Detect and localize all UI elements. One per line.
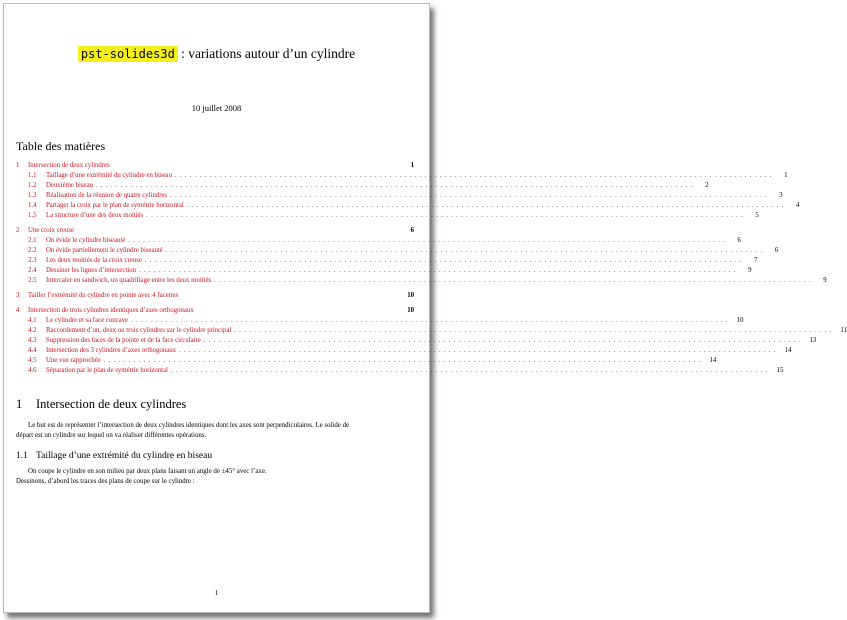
- section-heading: [16, 397, 186, 412]
- toc-entry-title[interactable]: Intersection des 3 cylindres d’axes orthogonaux: [46, 347, 177, 354]
- toc-entry-title[interactable]: Taillage d’une extrémité du cylindre en biseau: [46, 172, 172, 179]
- section-paragraph-cont: [16, 431, 414, 441]
- toc-entry-number: 2.2: [28, 247, 37, 254]
- toc-entry-title[interactable]: Raccordement d’un, deux ou trois cylindres sur le cylindre principal: [46, 327, 232, 334]
- toc-leader-dots: . . . . . . . . . . . . . . . . . . . . . . . . . . . . . . . . . . . . . . . . . . . . . . . . . . . . . . . . . . . . . . . . . . . . . . . . . . . . . . . . . . . . . . . . . . . . . . . . . . . . . . . . . . . . . . . . . . . . . . . .: [214, 278, 812, 284]
- toc-entry-number: 1.4: [28, 202, 37, 209]
- document-title: [4, 46, 429, 62]
- toc-entry-title[interactable]: On évide le cylindre biseauté: [46, 237, 126, 244]
- toc-subsection-entry[interactable]: [16, 326, 847, 336]
- subsection-paragraph: [16, 467, 414, 477]
- toc-subsection-entry[interactable]: [16, 181, 709, 191]
- toc-heading: Table des matières: [16, 139, 106, 153]
- toc-entry-title[interactable]: Dessiner les lignes d’intersection: [46, 267, 137, 274]
- toc-entry-title[interactable]: Une vue rapprochée: [46, 357, 101, 364]
- toc-subsection-entry[interactable]: [16, 201, 800, 211]
- toc-entry-page: 14: [709, 357, 717, 364]
- toc-entry-title[interactable]: Partager la croix par le plan de symétrie horizontal: [46, 202, 184, 209]
- toc-leader-dots: . . . . . . . . . . . . . . . . . . . . . . . . . . . . . . . . . . . . . . . . . . . . . . . . . . . . . . . . . . . . . . . . . . . . . . . . . . . . . . . . . . . . . . . . . . . . . . . . . . . . . . . . . . . . . . . . . . . . . . . .: [174, 173, 773, 179]
- toc-entry-title[interactable]: Le cylindre et sa face concave: [46, 317, 129, 324]
- toc-leader-dots: . . . . . . . . . . . . . . . . . . . . . . . . . . . . . . . . . . . . . . . . . . . . . . . . . . . . . . . . . . . . . . . . . . . . . . . . . . . . . . . . . . . . . . . . . . . . . . . . . . . . . . . . . . . . . . . . . . . . . . . .: [103, 358, 702, 364]
- paragraph-line: Le but est de représenter l’intersection de deux cylindres identiques dont les axes sont perpendiculaires. Le solide de: [28, 422, 350, 429]
- toc-leader-dots: . . . . . . . . . . . . . . . . . . . . . . . . . . . . . . . . . . . . . . . . . . . . . . . . . . . . . . . . . . . . . . . . . . . . . . . . . . . . . . . . . . . . . . . . . . . . . . . . . . . . . . . . . . . . . . . . . . . . . . . .: [170, 368, 769, 374]
- toc-entry-number: 1.5: [28, 212, 37, 219]
- toc-leader-dots: . . . . . . . . . . . . . . . . . . . . . . . . . . . . . . . . . . . . . . . . . . . . . . . . . . . . . . . . . . . . . . . . . . . . . . . . . . . . . . . . . . . . . . . . . . . . . . . . . . . . . . . . . . . . . . . . . . . . . . . .: [179, 348, 777, 354]
- toc-leader-dots: . . . . . . . . . . . . . . . . . . . . . . . . . . . . . . . . . . . . . . . . . . . . . . . . . . . . . . . . . . . . . . . . . . . . . . . . . . . . . . . . . . . . . . . . . . . . . . . . . . . . . . . . . . . . . . . . . . . . . . . .: [170, 193, 768, 199]
- toc-entry-title[interactable]: La structure d’une des deux moitiés: [46, 212, 144, 219]
- toc-entry-page: 6: [737, 237, 741, 244]
- toc-entry-title[interactable]: Séparation par le plan de symétrie horizontal: [46, 367, 168, 374]
- toc-entry-number: 4.5: [28, 357, 37, 364]
- toc-leader-dots: . . . . . . . . . . . . . . . . . . . . . . . . . . . . . . . . . . . . . . . . . . . . . . . . . . . . . . . . . . . . . . . . . . . . . . . . . . . . . . . . . . . . . . . . . . . . . . . . . . . . . . . . . . . . . . . . . . . . . . . .: [186, 203, 785, 209]
- toc-entry-page: 6: [410, 227, 414, 234]
- toc-entry-page: 3: [779, 192, 783, 199]
- title-package-name: pst-solides3d: [78, 46, 178, 62]
- subsection-title: Taillage d’une extrémité du cylindre en biseau: [36, 451, 213, 461]
- toc-leader-dots: . . . . . . . . . . . . . . . . . . . . . . . . . . . . . . . . . . . . . . . . . . . . . . . . . . . . . . . . . . . . . . . . . . . . . . . . . . . . . . . . . . . . . . . . . . . . . . . . . . . . . . . . . . . . . . . . . . . . . . . .: [128, 238, 726, 244]
- toc-subsection-entry[interactable]: [16, 276, 827, 286]
- toc-entry-page: 5: [755, 212, 759, 219]
- toc-leader-dots: . . . . . . . . . . . . . . . . . . . . . . . . . . . . . . . . . . . . . . . . . . . . . . . . . . . . . . . . . . . . . . . . . . . . . . . . . . . . . . . . . . . . . . . . . . . . . . . . . . . . . . . . . . . . . . . . . . . . . . . .: [144, 258, 743, 264]
- toc-entry-number: 1.3: [28, 192, 37, 199]
- toc-entry-number: 2.5: [28, 277, 37, 284]
- toc-entry-number: 2.1: [28, 237, 37, 244]
- toc-leader-dots: . . . . . . . . . . . . . . . . . . . . . . . . . . . . . . . . . . . . . . . . . . . . . . . . . . . . . . . . . . . . . . . . . . . . . . . . . . . . . . . . . . . . . . . . . . . . . . . . . . . . . . . . . . . . . . . . . . . . . . . .: [96, 183, 694, 189]
- subsection-heading: [16, 451, 212, 461]
- toc-entry-page: 13: [809, 337, 817, 344]
- toc-entry-number: 4.2: [28, 327, 37, 334]
- toc-subsection-entry[interactable]: [16, 346, 792, 356]
- paragraph-line: départ est un cylindre sur lequel on va réaliser différentes opérations.: [16, 432, 207, 439]
- toc-leader-dots: . . . . . . . . . . . . . . . . . . . . . . . . . . . . . . . . . . . . . . . . . . . . . . . . . . . . . . . . . . . . . . . . . . . . . . . . . . . . . . . . . . . . . . . . . . . . . . . . . . . . . . . . . . . . . . . . . . . . . . . .: [234, 328, 832, 334]
- toc-entry-title[interactable]: Les deux moitiés de la croix creuse: [46, 257, 142, 264]
- toc-entry-number: 4: [16, 307, 20, 314]
- toc-entry-number: 4.1: [28, 317, 37, 324]
- document-page: [3, 3, 847, 613]
- toc-entry-title[interactable]: Tailler l’extrémité du cylindre en pointe avec 4 facettes: [28, 292, 179, 299]
- toc-entry-page: 7: [753, 257, 758, 264]
- toc-entry-page: 10: [407, 307, 414, 314]
- toc-leader-dots: . . . . . . . . . . . . . . . . . . . . . . . . . . . . . . . . . . . . . . . . . . . . . . . . . . . . . . . . . . . . . . . . . . . . . . . . . . . . . . . . . . . . . . . . . . . . . . . . . . . . . . . . . . . . . . . . . . . . . . . .: [131, 318, 729, 324]
- toc-subsection-entry[interactable]: [16, 256, 758, 266]
- toc-leader-dots: . . . . . . . . . . . . . . . . . . . . . . . . . . . . . . . . . . . . . . . . . . . . . . . . . . . . . . . . . . . . . . . . . . . . . . . . . . . . . . . . . . . . . . . . . . . . . . . . . . . . . . . . . . . . . . . . . . . . . . . .: [139, 268, 737, 274]
- toc-entry-title[interactable]: Intercaler en sandwich, un quadrillage entre les deux moitiés: [46, 277, 212, 284]
- toc-entry-number: 1: [16, 162, 20, 169]
- paragraph-line: Dessinons, d’abord les traces des plans de coupe sur le cylindre :: [16, 478, 195, 485]
- toc-entry-page: 4: [795, 202, 800, 209]
- toc-entry-title[interactable]: Intersection de trois cylindres identiques d’axes orthogonaux: [28, 307, 194, 314]
- toc-subsection-entry[interactable]: [16, 171, 788, 181]
- toc-entry-number: 4.6: [28, 367, 37, 374]
- toc-entry-title[interactable]: Une croix creuse: [28, 227, 75, 234]
- toc-entry-page: 14: [784, 347, 792, 354]
- toc-subsection-entry[interactable]: [16, 236, 741, 246]
- toc-entry-number: 4.3: [28, 337, 37, 344]
- page-number: 1: [214, 589, 219, 597]
- toc-entry-title[interactable]: Deuxième biseau: [46, 182, 93, 189]
- toc-subsection-entry[interactable]: [16, 356, 717, 366]
- toc-entry-page: 1: [410, 162, 414, 169]
- toc-section-entry[interactable]: [16, 291, 414, 301]
- toc-entry-number: 1.1: [28, 172, 37, 179]
- toc-subsection-entry[interactable]: [16, 266, 752, 276]
- toc-entry-page: 6: [774, 247, 779, 254]
- toc-section-entry[interactable]: [16, 161, 414, 171]
- toc-entry-number: 3: [16, 292, 20, 299]
- toc-entry-page: 10: [407, 292, 414, 299]
- toc-entry-page: 1: [784, 172, 788, 179]
- section-number: 1: [16, 397, 23, 411]
- toc-entry-title[interactable]: Intersection de deux cylindres: [28, 162, 110, 169]
- toc-subsection-entry[interactable]: [16, 211, 759, 221]
- toc-entry-title[interactable]: On évide partiellement le cylindre biseauté: [46, 247, 163, 254]
- toc-entry-page: 2: [705, 182, 709, 189]
- toc-entry-number: 4.4: [28, 347, 37, 354]
- subsection-paragraph-cont: [16, 477, 414, 487]
- subsection-number: 1.1: [16, 451, 28, 461]
- toc-section-entry[interactable]: [16, 226, 414, 236]
- toc-entry-page: 11: [840, 327, 847, 334]
- toc-subsection-entry[interactable]: [16, 191, 783, 201]
- toc-entry-number: 2.3: [28, 257, 37, 264]
- toc-subsection-entry[interactable]: [16, 316, 744, 326]
- toc-entry-page: 9: [823, 277, 827, 284]
- toc-subsection-entry[interactable]: [16, 366, 784, 376]
- toc-leader-dots: . . . . . . . . . . . . . . . . . . . . . . . . . . . . . . . . . . . . . . . . . . . . . . . . . . . . . . . . . . . . . . . . . . . . . . . . . . . . . . . . . . . . . . . . . . . . . . . . . . . . . . . . . . . . . . . . . . . . . . . .: [165, 248, 764, 254]
- toc-entry-page: 9: [748, 267, 752, 274]
- toc-entry-title[interactable]: Suppression des faces de la pointe et de la face circulaire: [46, 337, 201, 344]
- toc-entry-number: 1.2: [28, 182, 37, 189]
- section-title: Intersection de deux cylindres: [36, 397, 187, 411]
- toc-leader-dots: . . . . . . . . . . . . . . . . . . . . . . . . . . . . . . . . . . . . . . . . . . . . . . . . . . . . . . . . . . . . . . . . . . . . . . . . . . . . . . . . . . . . . . . . . . . . . . . . . . . . . . . . . . . . . . . . . . . . . . . .: [146, 213, 744, 219]
- toc-entry-number: 2.4: [28, 267, 37, 274]
- toc-entry-page: 10: [736, 317, 744, 324]
- toc-subsection-entry[interactable]: [16, 246, 779, 256]
- title-text: : variations autour d’un cylindre: [177, 46, 356, 61]
- section-paragraph: [16, 421, 414, 431]
- document-date: 10 juillet 2008: [191, 103, 242, 113]
- paragraph-line: On coupe le cylindre en son milieu par deux plans faisant un angle de ±45° avec l’axe.: [28, 468, 267, 475]
- toc-entry-page: 15: [776, 367, 784, 374]
- toc-subsection-entry[interactable]: [16, 336, 817, 346]
- toc-entry-title[interactable]: Réalisation de la réunion de quatre cylindres: [46, 192, 168, 199]
- toc-section-entry[interactable]: [16, 306, 414, 316]
- toc-entry-number: 2: [16, 227, 20, 234]
- table-of-contents: [16, 161, 847, 376]
- toc-leader-dots: . . . . . . . . . . . . . . . . . . . . . . . . . . . . . . . . . . . . . . . . . . . . . . . . . . . . . . . . . . . . . . . . . . . . . . . . . . . . . . . . . . . . . . . . . . . . . . . . . . . . . . . . . . . . . . . . . . . . . . . .: [203, 338, 802, 344]
